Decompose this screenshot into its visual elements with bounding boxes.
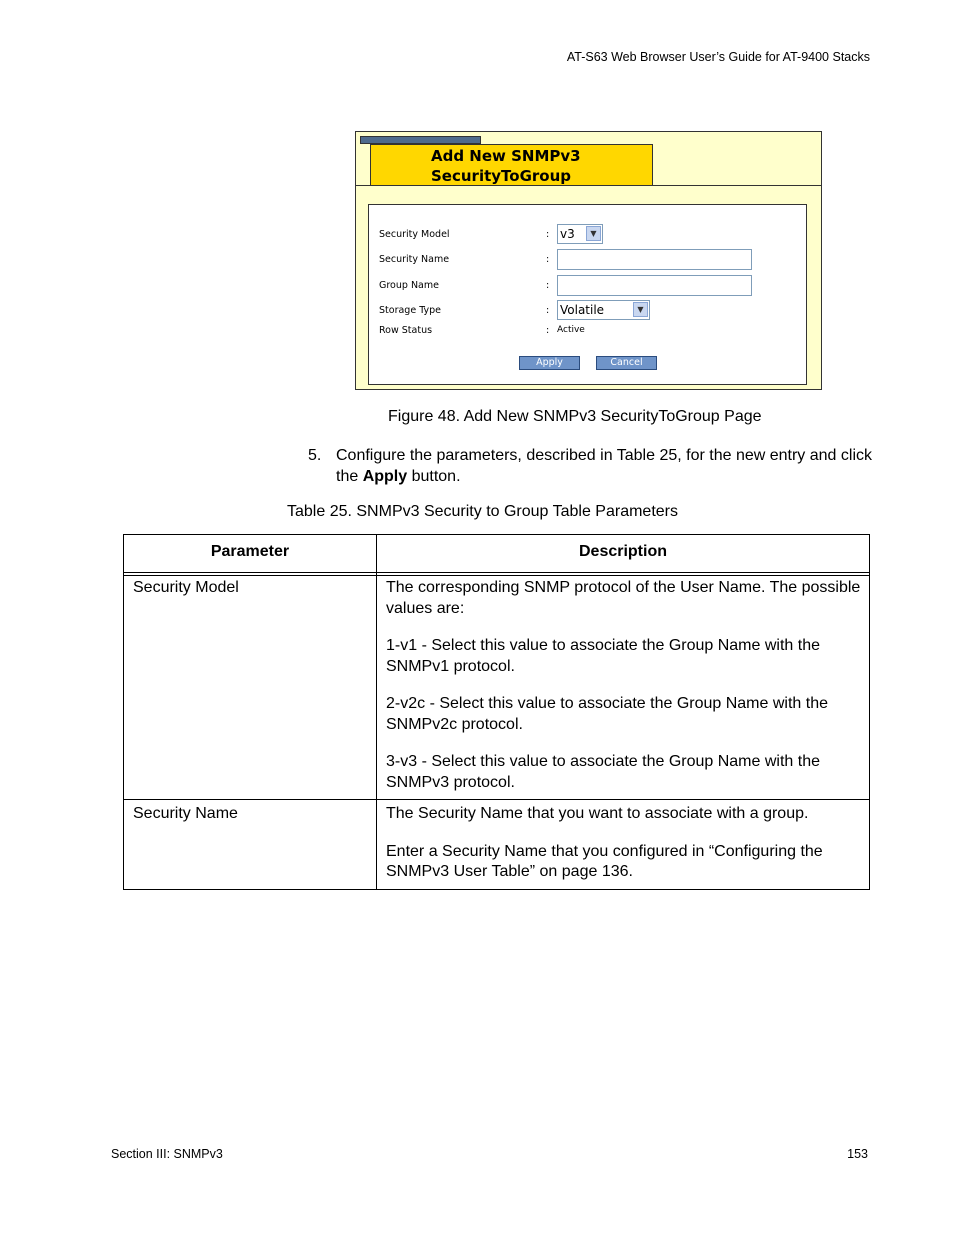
group-name-input[interactable] <box>557 275 752 296</box>
form-title-line2: SecurityToGroup <box>431 167 572 185</box>
figure-caption: Figure 48. Add New SNMPv3 SecurityToGroup Page <box>388 408 762 425</box>
row1-parameter: Security Model <box>133 579 239 596</box>
row-status-label: Row Status <box>379 325 433 336</box>
parameters-table <box>123 534 870 890</box>
row-status-value: Active <box>557 325 585 335</box>
figure-screenshot <box>355 131 822 390</box>
description-paragraph: Enter a Security Name that you configured in “Configuring the SNMPv3 User Table” on page 136. <box>386 842 823 880</box>
security-name-label: Security Name <box>379 254 450 265</box>
form-title <box>370 144 653 186</box>
apply-button[interactable]: Apply <box>519 356 580 370</box>
description-paragraph: 1-v1 - Select this value to associate the Group Name with the SNMPv1 protocol. <box>386 637 820 675</box>
form-title-line1: Add New SNMPv3 <box>431 147 581 165</box>
colon: : <box>546 325 550 336</box>
page-number: 153 <box>847 1147 868 1161</box>
cancel-button[interactable]: Cancel <box>596 356 657 370</box>
header-parameter: Parameter <box>210 543 290 560</box>
description-paragraph: 3-v3 - Select this value to associate the Group Name with the SNMPv3 protocol. <box>386 753 820 791</box>
step-text-bold: Apply <box>362 467 408 485</box>
colon: : <box>546 280 550 291</box>
storage-type-select[interactable] <box>557 300 650 320</box>
description-paragraph: The corresponding SNMP protocol of the User Name. The possible values are: <box>386 579 861 617</box>
step-5 <box>308 446 878 487</box>
step-text-after: button. <box>407 467 461 485</box>
table-title: Table 25. SNMPv3 Security to Group Table Parameters <box>287 503 678 520</box>
header-description: Description <box>578 543 667 560</box>
column-divider <box>376 535 377 889</box>
security-name-input[interactable] <box>557 249 752 270</box>
security-model-select[interactable] <box>557 224 603 244</box>
storage-type-label: Storage Type <box>379 305 442 316</box>
step-number: 5. <box>308 447 322 464</box>
description-paragraph: 2-v2c - Select this value to associate the Group Name with the SNMPv2c protocol. <box>386 695 828 733</box>
colon: : <box>546 229 550 240</box>
storage-type-value: Volatile <box>560 303 605 317</box>
row1-description <box>386 578 864 810</box>
title-stripe <box>360 136 481 144</box>
header-divider <box>124 575 869 576</box>
footer-section: Section III: SNMPv3 <box>111 1147 223 1161</box>
row2-parameter: Security Name <box>133 805 238 822</box>
chevron-down-icon: ▼ <box>633 302 648 317</box>
group-name-label: Group Name <box>379 280 439 291</box>
colon: : <box>546 254 550 265</box>
running-header: AT-S63 Web Browser User’s Guide for AT-9400 Stacks <box>566 50 870 64</box>
security-model-value: v3 <box>560 227 575 241</box>
security-model-label: Security Model <box>379 229 450 240</box>
header-divider <box>124 572 869 573</box>
chevron-down-icon: ▼ <box>586 226 601 241</box>
colon: : <box>546 305 550 316</box>
row2-description <box>386 804 864 900</box>
divider <box>653 185 821 186</box>
step-text <box>336 446 878 487</box>
step-text-before: Configure the parameters, described in Table 25, for the new entry and click the <box>336 447 872 485</box>
description-paragraph: The Security Name that you want to associate with a group. <box>386 805 809 822</box>
divider <box>356 185 370 186</box>
form-panel <box>368 204 807 385</box>
